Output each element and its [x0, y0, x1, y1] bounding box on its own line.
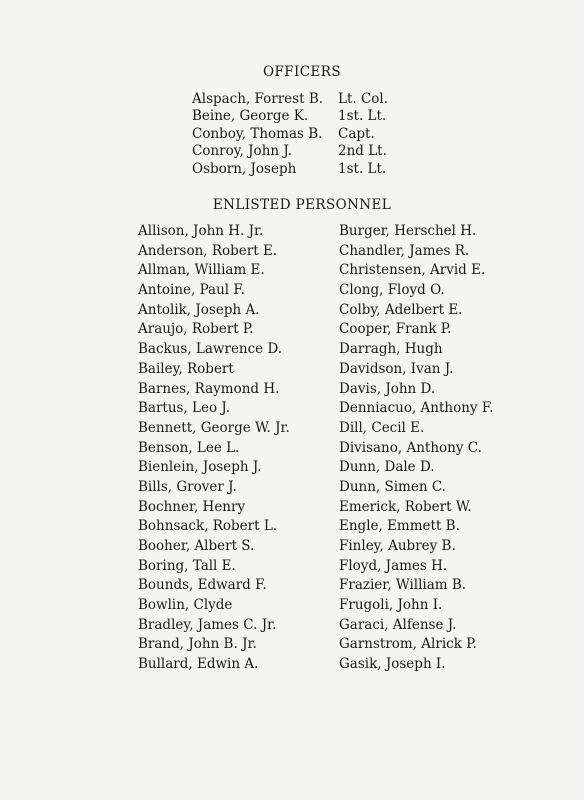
officer-row: [192, 91, 388, 108]
enlisted-name: Bennett, George W. Jr.: [138, 419, 290, 436]
enlisted-heading: ENLISTED PERSONNEL: [212, 197, 392, 213]
officer-row: [192, 108, 388, 125]
enlisted-name: Antoine, Paul F.: [138, 282, 245, 299]
enlisted-name: Divisano, Anthony C.: [339, 439, 482, 456]
officers-heading: OFFICERS: [263, 64, 341, 80]
enlisted-name: Cooper, Frank P.: [339, 321, 452, 338]
enlisted-name: Bradley, James C. Jr.: [138, 616, 277, 633]
officer-row: [192, 161, 388, 178]
enlisted-name: Bienlein, Joseph J.: [138, 459, 262, 476]
enlisted-name: Antolik, Joseph A.: [138, 301, 260, 318]
enlisted-name: Gasik, Joseph I.: [339, 656, 446, 673]
enlisted-name: Floyd, James H.: [339, 557, 448, 574]
enlisted-name: Bailey, Robert: [138, 360, 234, 377]
enlisted-name: Bochner, Henry: [138, 498, 246, 515]
enlisted-name: Dunn, Simen C.: [339, 478, 446, 495]
enlisted-name: Chandler, James R.: [339, 242, 470, 259]
enlisted-name: Finley, Aubrey B.: [339, 538, 456, 554]
enlisted-name: Allison, John H. Jr.: [138, 223, 264, 239]
enlisted-name: Dunn, Dale D.: [339, 459, 435, 476]
enlisted-name: Brand, John B. Jr.: [138, 636, 257, 653]
officer-rank: Capt.: [338, 125, 375, 142]
enlisted-name: Allman, William E.: [138, 262, 265, 279]
officer-rank: 1st. Lt.: [338, 108, 387, 125]
enlisted-name: Frazier, William B.: [339, 577, 467, 594]
enlisted-name: Davis, John D.: [339, 380, 436, 397]
enlisted-name: Booher, Albert S.: [138, 538, 255, 554]
enlisted-name: Bowlin, Clyde: [138, 597, 233, 614]
officer-name: Alspach, Forrest B.: [192, 91, 324, 107]
enlisted-name: Barnes, Raymond H.: [138, 380, 280, 397]
enlisted-name: Araujo, Robert P.: [138, 321, 254, 338]
enlisted-name: Garnstrom, Alrick P.: [339, 636, 477, 653]
enlisted-name: Bohnsack, Robert L.: [138, 518, 278, 535]
enlisted-name: Christensen, Arvid E.: [339, 262, 486, 279]
enlisted-right-column: [339, 222, 493, 675]
enlisted-name: Dill, Cecil E.: [339, 419, 425, 436]
officer-name: Osborn, Joseph: [192, 160, 297, 177]
enlisted-name: Boring, Tall E.: [138, 557, 236, 574]
enlisted-name: Backus, Lawrence D.: [138, 341, 283, 358]
enlisted-name: Engle, Emmett B.: [339, 518, 460, 535]
officer-name: Conroy, John J.: [192, 143, 293, 160]
enlisted-name: Emerick, Robert W.: [339, 498, 472, 515]
enlisted-name: Frugoli, John I.: [339, 597, 443, 614]
enlisted-name: Bullard, Edwin A.: [138, 656, 259, 673]
enlisted-name: Bartus, Leo J.: [138, 400, 231, 417]
enlisted-name: Benson, Lee L.: [138, 439, 240, 456]
enlisted-name: Anderson, Robert E.: [138, 242, 278, 259]
officer-row: [192, 126, 388, 143]
officer-name: Conboy, Thomas B.: [192, 125, 323, 142]
enlisted-name: Denniacuo, Anthony F.: [339, 400, 494, 417]
officer-name: Beine, George K.: [192, 108, 309, 125]
enlisted-name: Clong, Floyd O.: [339, 282, 445, 299]
officer-row: [192, 143, 388, 160]
officer-rank: Lt. Col.: [338, 91, 389, 107]
officers-table: [192, 91, 388, 178]
enlisted-name: Colby, Adelbert E.: [339, 301, 463, 318]
enlisted-name: Bills, Grover J.: [138, 478, 237, 495]
officer-rank: 2nd Lt.: [338, 143, 387, 160]
enlisted-name: Garaci, Alfense J.: [339, 616, 457, 633]
enlisted-left-column: [138, 222, 290, 675]
enlisted-name: Darragh, Hugh: [339, 341, 443, 358]
officer-rank: 1st. Lt.: [338, 160, 387, 177]
enlisted-name: Burger, Herschel H.: [339, 223, 477, 239]
enlisted-name: Davidson, Ivan J.: [339, 360, 454, 377]
enlisted-name: Bounds, Edward F.: [138, 577, 267, 594]
